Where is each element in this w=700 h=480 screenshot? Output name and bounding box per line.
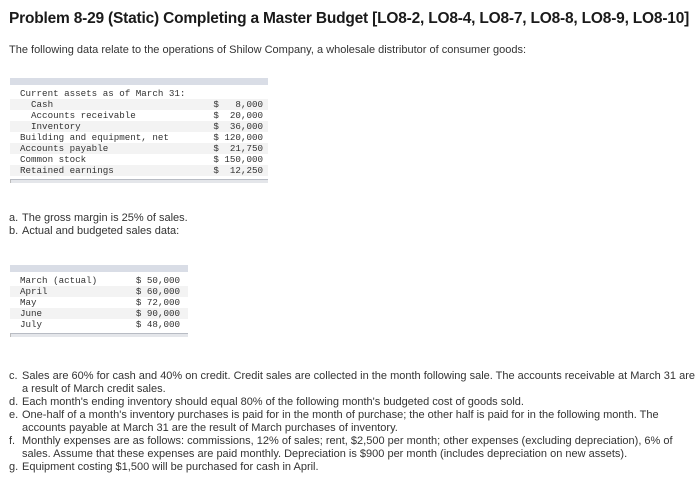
note-item <box>9 409 699 435</box>
table-row <box>10 154 268 165</box>
row-label: Accounts payable <box>20 143 109 154</box>
note-text: The gross margin is 25% of sales. <box>22 212 188 224</box>
row-value <box>263 88 268 99</box>
note-item <box>9 435 699 461</box>
row-value: $ 50,000 <box>135 275 180 286</box>
note-item <box>9 461 699 474</box>
table-footer-bar <box>10 333 188 337</box>
note-marker: e. <box>9 409 19 421</box>
row-label: July <box>20 319 43 330</box>
note-text: Equipment costing $1,500 will be purchased for cash in April. <box>22 461 319 473</box>
row-label: June <box>20 308 43 319</box>
row-value: $ 90,000 <box>135 308 180 319</box>
note-marker: a. <box>9 212 19 224</box>
note-text: Each month's ending inventory should equal 80% of the following month's budgeted cost of goods sold. <box>22 396 524 408</box>
notes-list-ab <box>9 212 309 238</box>
row-value: $ 36,000 <box>213 121 263 132</box>
table-header-bar <box>10 78 268 85</box>
intro-text: The following data relate to the operations of Shilow Company, a wholesale distributor of consumer goods: <box>9 44 527 56</box>
table-row <box>10 132 268 143</box>
notes-list-cg <box>9 370 699 474</box>
row-label: Accounts receivable <box>20 110 136 121</box>
table-row <box>10 286 188 297</box>
note-marker: b. <box>9 225 19 237</box>
problem-title: Problem 8-29 (Static) Completing a Master Budget [LO8-2, LO8-4, LO8-7, LO8-8, LO8-9, LO8-10] <box>9 10 690 27</box>
row-label: May <box>20 297 37 308</box>
table-row <box>10 165 268 176</box>
table-row <box>10 88 268 99</box>
row-value: $ 21,750 <box>213 143 263 154</box>
table-row <box>10 143 268 154</box>
note-marker: g. <box>9 461 19 473</box>
row-label: April <box>20 286 48 297</box>
row-value: $ 60,000 <box>135 286 180 297</box>
table-header-bar <box>10 265 188 272</box>
table-row <box>10 297 188 308</box>
note-marker: f. <box>9 435 16 447</box>
balance-sheet-table <box>10 78 268 183</box>
row-value: $ 20,000 <box>213 110 263 121</box>
note-text: Monthly expenses are as follows: commissions, 12% of sales; rent, $2,500 per month; other expenses (excluding depreciation), 6% of sales. Assume that these expenses are paid monthly. Depreciation is $900 per month (includes depreciation on new assets). <box>22 435 673 460</box>
row-label: Common stock <box>20 154 87 165</box>
note-item <box>9 212 309 225</box>
table-row <box>10 110 268 121</box>
note-item <box>9 225 309 238</box>
sales-data-table <box>10 265 188 337</box>
row-value: $ 8,000 <box>213 99 263 110</box>
table-row <box>10 319 188 330</box>
row-label: March (actual) <box>20 275 98 286</box>
row-label: Cash <box>20 99 54 110</box>
table-row <box>10 99 268 110</box>
row-value: $ 150,000 <box>213 154 263 165</box>
note-marker: c. <box>9 370 18 382</box>
table-footer-bar <box>10 179 268 183</box>
table-row <box>10 308 188 319</box>
row-label: Inventory <box>20 121 81 132</box>
row-value: $ 120,000 <box>213 132 263 143</box>
note-text: One-half of a month's inventory purchases is paid for in the month of purchase; the other half is paid for in the following month. The accounts payable at March 31 are the result of March purchases of inventory. <box>22 409 659 434</box>
row-value: $ 12,250 <box>213 165 263 176</box>
row-value: $ 72,000 <box>135 297 180 308</box>
note-text: Actual and budgeted sales data: <box>22 225 180 237</box>
row-label: Building and equipment, net <box>20 132 169 143</box>
note-item <box>9 370 699 396</box>
table-row <box>10 275 188 286</box>
row-label: Current assets as of March 31: <box>20 88 186 99</box>
note-text: Sales are 60% for cash and 40% on credit. Credit sales are collected in the month following sale. The accounts receivable at March 31 are a result of March credit sales. <box>22 370 695 395</box>
note-marker: d. <box>9 396 19 408</box>
table-row <box>10 121 268 132</box>
row-value: $ 48,000 <box>135 319 180 330</box>
note-item <box>9 396 699 409</box>
row-label: Retained earnings <box>20 165 114 176</box>
